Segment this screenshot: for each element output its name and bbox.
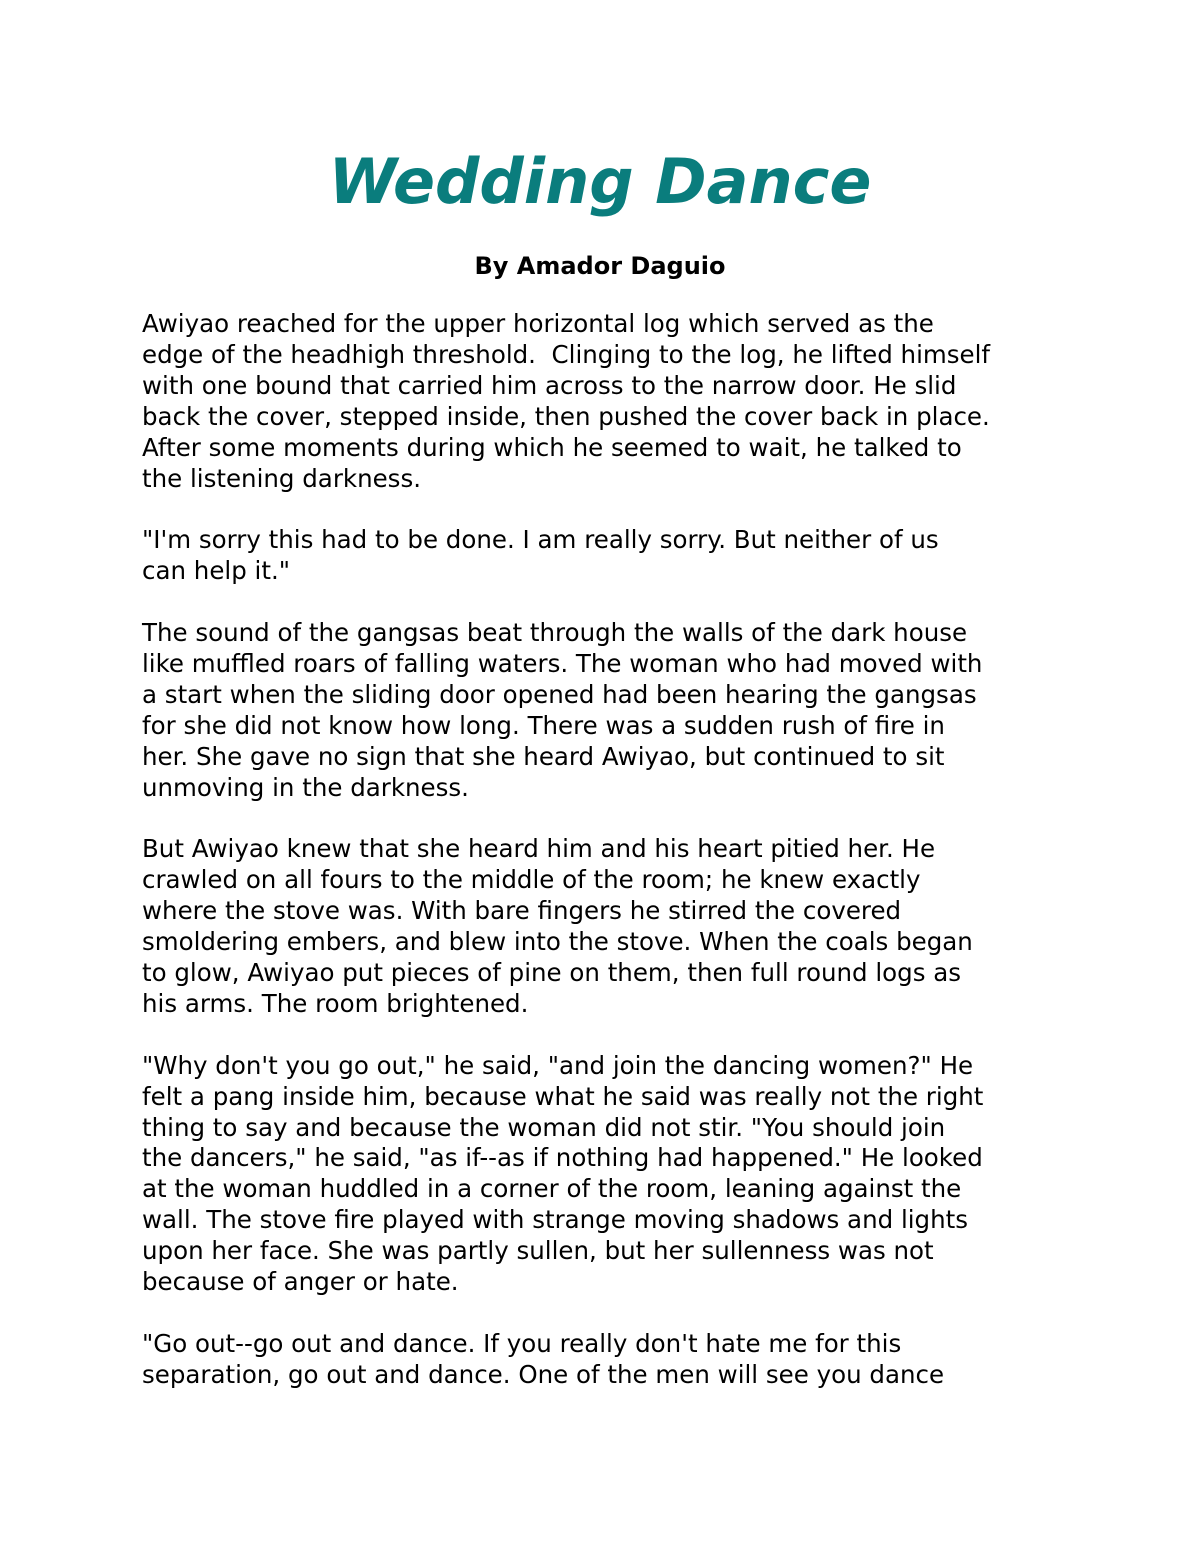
text-line: wall. The stove fire played with strange moving shadows and lights: [142, 1205, 969, 1235]
paragraph: [142, 525, 1082, 587]
text-line: crawled on all fours to the middle of the room; he knew exactly: [142, 865, 921, 895]
text-line: separation, go out and dance. One of the men will see you dance: [142, 1359, 945, 1389]
text-line: for she did not know how long. There was a sudden rush of fire in: [142, 710, 945, 740]
text-line: After some moments during which he seemed to wait, he talked to: [142, 432, 962, 462]
text-line: thing to say and because the woman did not stir. "You should join: [142, 1112, 946, 1142]
text-line: edge of the headhigh threshold. Clinging to the log, he lifted himself: [142, 339, 991, 369]
story-body: [142, 309, 1082, 1422]
text-line: like muffled roars of falling waters. The woman who had moved with: [142, 648, 983, 678]
text-line: "I'm sorry this had to be done. I am really sorry. But neither of us: [142, 525, 939, 555]
text-line: where the stove was. With bare fingers he stirred the covered: [142, 896, 902, 926]
text-line: "Go out--go out and dance. If you really don't hate me for this: [142, 1328, 902, 1358]
text-line: unmoving in the darkness.: [142, 772, 469, 802]
text-line: with one bound that carried him across to the narrow door. He slid: [142, 370, 957, 400]
text-line: his arms. The room brightened.: [142, 988, 529, 1018]
paragraph: [142, 834, 1082, 1019]
text-line: back the cover, stepped inside, then pushed the cover back in place.: [142, 401, 990, 431]
paragraph: [142, 1051, 1082, 1298]
text-line: But Awiyao knew that she heard him and his heart pitied her. He: [142, 834, 936, 864]
paragraph: [142, 1329, 1082, 1391]
text-line: at the woman huddled in a corner of the room, leaning against the: [142, 1174, 962, 1204]
text-line: The sound of the gangsas beat through the walls of the dark house: [142, 618, 968, 648]
paragraph: [142, 309, 1082, 494]
document-title: Wedding Dance: [328, 145, 872, 218]
author-byline: By Amador Daguio: [474, 252, 726, 280]
text-line: upon her face. She was partly sullen, but her sullenness was not: [142, 1236, 934, 1266]
text-line: Awiyao reached for the upper horizontal log which served as the: [142, 309, 934, 338]
text-line: the dancers," he said, "as if--as if nothing had happened." He looked: [142, 1143, 983, 1173]
text-line: smoldering embers, and blew into the stove. When the coals began: [142, 927, 973, 957]
text-line: to glow, Awiyao put pieces of pine on them, then full round logs as: [142, 957, 962, 987]
text-line: the listening darkness.: [142, 463, 421, 493]
text-line: felt a pang inside him, because what he said was really not the right: [142, 1081, 984, 1111]
text-line: her. She gave no sign that she heard Awiyao, but continued to sit: [142, 741, 945, 771]
text-line: can help it.": [142, 556, 291, 586]
text-line: because of anger or hate.: [142, 1267, 459, 1297]
text-line: a start when the sliding door opened had been hearing the gangsas: [142, 679, 977, 709]
text-line: "Why don't you go out," he said, "and join the dancing women?" He: [142, 1050, 974, 1080]
paragraph: [142, 618, 1082, 803]
